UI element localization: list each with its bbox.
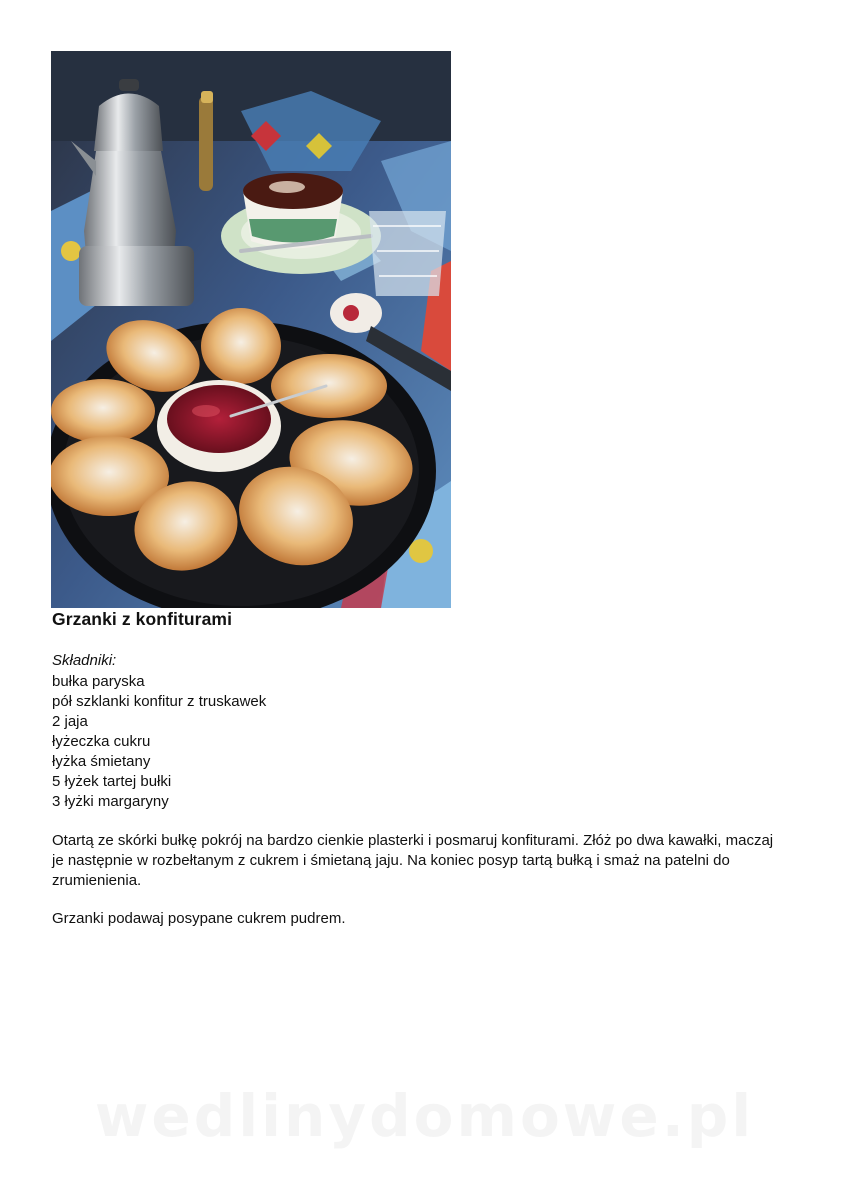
recipe-photo <box>51 51 451 608</box>
ingredient-item: 5 łyżek tartej bułki <box>52 773 172 790</box>
ingredient-item: 2 jaja <box>52 713 88 730</box>
ingredient-item: łyżeczka cukru <box>52 733 151 750</box>
recipe-title: Grzanki z konfiturami <box>52 609 233 629</box>
ingredient-item: bułka paryska <box>52 673 145 690</box>
ingredients-list <box>52 672 266 812</box>
serving-note: Grzanki podawaj posypane cukrem pudrem. <box>52 910 346 927</box>
ingredients-heading: Składniki: <box>52 652 117 669</box>
ingredient-item: pół szklanki konfitur z truskawek <box>52 693 267 710</box>
ingredient-item: łyżka śmietany <box>52 753 151 770</box>
instructions-paragraph: Otartą ze skórki bułkę pokrój na bardzo cienkie plasterki i posmaruj konfiturami. Złóż po dwa kawałki, maczaj je następnie w rozbełtanym z cukrem i śmietaną jaju. Na koniec posyp tartą bułką i smaż na patelni do zrumienienia. <box>52 832 774 889</box>
ingredient-item: 3 łyżki margaryny <box>52 793 169 810</box>
site-watermark: wedlinydomowe.pl <box>94 1082 755 1150</box>
